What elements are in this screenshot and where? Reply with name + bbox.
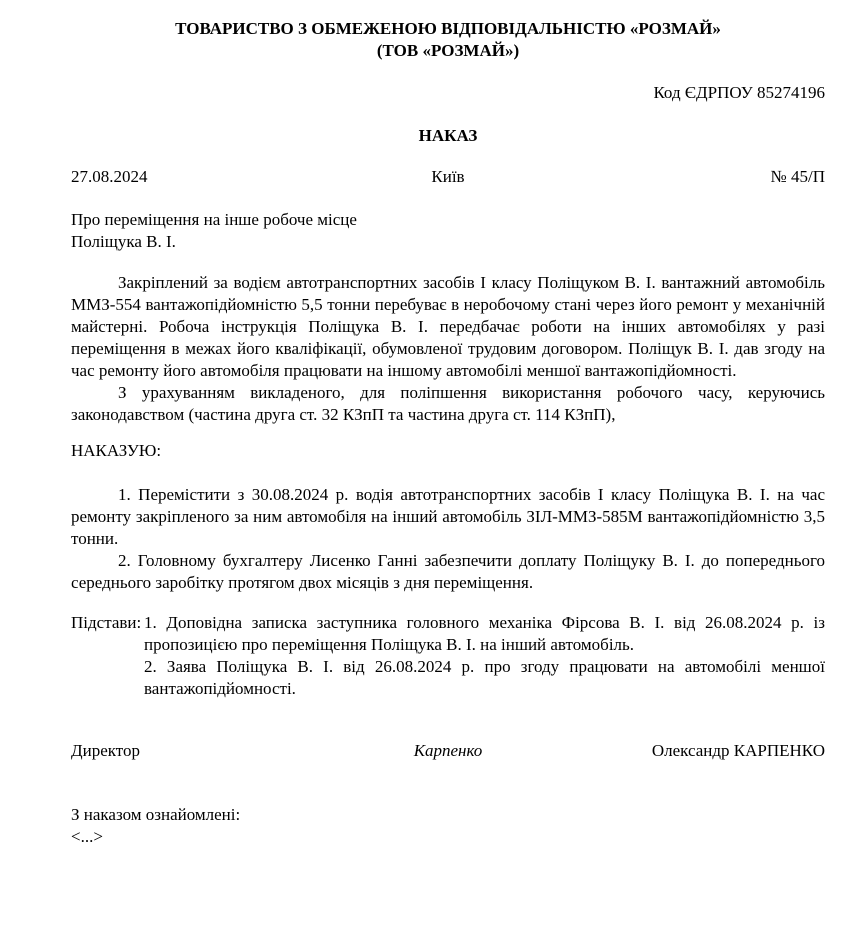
grounds-block (71, 612, 825, 700)
subject-line-1: Про переміщення на інше робоче місце (71, 210, 357, 229)
grounds-label: Підстави: (71, 613, 142, 632)
company-name-short: (ТОВ «РОЗМАЙ») (376, 41, 520, 60)
signer-position: Директор (71, 741, 140, 760)
edrpou-code: Код ЄДРПОУ 85274196 (653, 83, 825, 102)
document-date: 27.08.2024 (71, 167, 148, 186)
order-heading: НАКАЗУЮ: (71, 441, 162, 460)
document-place: Київ (431, 167, 465, 186)
grounds-items (144, 612, 825, 700)
grounds-item-1: 1. Доповідна записка заступника головного механіка Фірсова В. І. від 26.08.2024 р. із пропозицією про переміщення Поліщука В. І. на інший автомобіль. (144, 613, 825, 654)
acknowledgement-placeholder: <...> (71, 827, 103, 846)
preamble-paragraph-1: Закріплений за водієм автотранспортних засобів І класу Поліщуком В. І. вантажний автомобіль ММЗ-554 вантажопідйомністю 5,5 тонни перебуває в неробочому стані через його ремонт у механічній майстерні. Робоча інструкція Поліщука В. І. передбачає роботи на інших автомобілях у разі переміщення в межах його кваліфікації, обумовленої трудовим договором. Поліщук В. І. дав згоду на час ремонту його автомобіля працювати на іншому автомобілі меншої вантажопідйомності. (71, 273, 825, 380)
document-type-title: НАКАЗ (418, 126, 478, 145)
acknowledgement-label: З наказом ознайомлені: (71, 805, 241, 824)
signature-row (71, 740, 825, 762)
signer-full-name: Олександр КАРПЕНКО (651, 741, 825, 760)
company-header (71, 18, 825, 62)
company-name-full: ТОВАРИСТВО З ОБМЕЖЕНОЮ ВІДПОВІДАЛЬНІСТЮ «РОЗМАЙ» (175, 19, 721, 38)
grounds-item-2: 2. Заява Поліщука В. І. від 26.08.2024 р. про згоду працювати на автомобілі меншої вантажопідйомності. (144, 657, 825, 698)
subject-line-2: Поліщука В. І. (71, 232, 176, 251)
signature-autograph: Карпенко (413, 741, 483, 760)
document-number: № 45/П (770, 167, 825, 186)
order-item-2: 2. Головному бухгалтеру Лисенко Ганні забезпечити доплату Поліщуку В. І. до попереднього середнього заробітку протягом двох місяців з дня переміщення. (71, 551, 825, 592)
document-meta-row (71, 166, 825, 188)
subject-block (71, 209, 825, 253)
order-item-1: 1. Перемістити з 30.08.2024 р. водія автотранспортних засобів І класу Поліщука В. І. на час ремонту закріпленого за ним автомобіля на інший автомобіль ЗІЛ-ММЗ-585М вантажопідйомністю 3,5 тонни. (71, 485, 825, 548)
preamble-paragraph-2: З урахуванням викладеного, для поліпшення використання робочого часу, керуючись законодавством (частина друга ст. 32 КЗпП та частина друга ст. 114 КЗпП), (71, 383, 825, 424)
